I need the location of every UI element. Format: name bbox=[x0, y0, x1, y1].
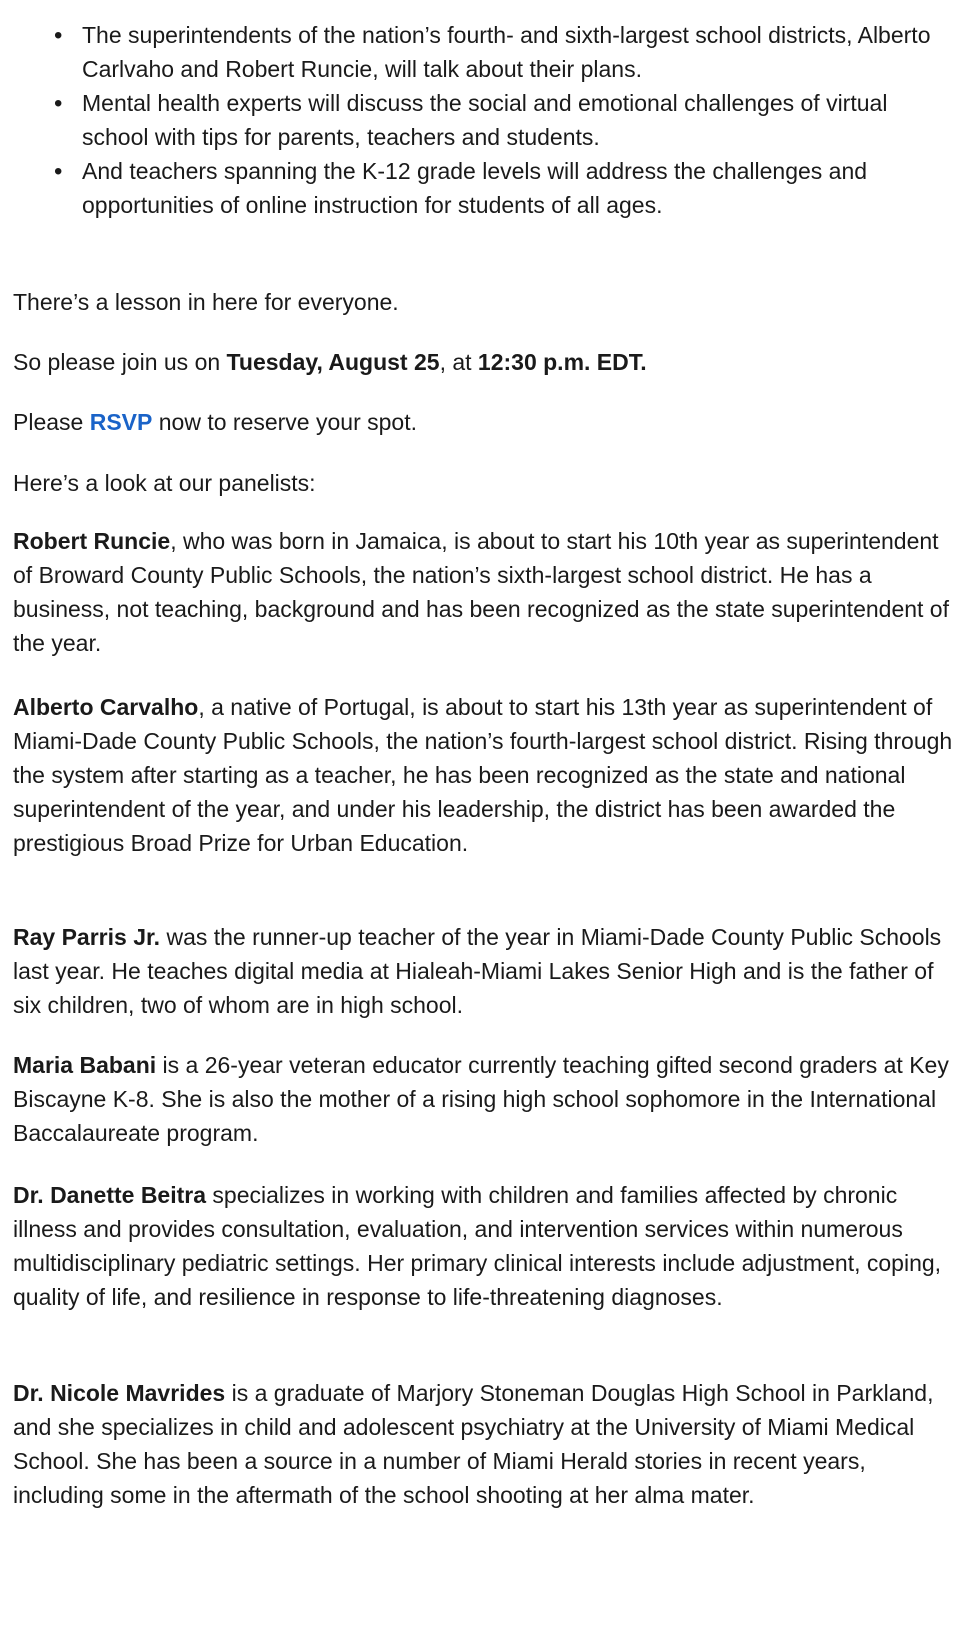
panelist-bio bbox=[13, 524, 953, 660]
list-item bbox=[52, 86, 952, 154]
rsvp-suffix: now to reserve your spot. bbox=[152, 409, 417, 435]
panelist-name: Alberto Carvalho bbox=[13, 694, 199, 720]
panelist-bio bbox=[13, 1048, 953, 1150]
rsvp-prefix: Please bbox=[13, 409, 90, 435]
panelist-name: Dr. Danette Beitra bbox=[13, 1182, 207, 1208]
panelist-name: Maria Babani bbox=[13, 1052, 157, 1078]
lesson-line: There’s a lesson in here for everyone. bbox=[13, 289, 399, 315]
panelist-bio bbox=[13, 1178, 953, 1314]
panelist-description: , a native of Portugal, is about to start his 13th year as superintendent of Miami-Dade County Public Schools, the nation’s fourth-largest school district. Rising through the system after starting as a teacher, he has been recognized as the state and national superintendent of the year, and under his leadership, the district has been awarded the prestigious Broad Prize for Urban Education. bbox=[13, 694, 953, 856]
panelist-description: is a 26-year veteran educator currently teaching gifted second graders at Key Biscayne K-8. She is also the mother of a rising high school sophomore in the International Baccalaureate program. bbox=[13, 1052, 949, 1146]
panelist-bio bbox=[13, 1376, 953, 1512]
panelist-name: Robert Runcie bbox=[13, 528, 171, 554]
panelist-description: was the runner-up teacher of the year in Miami-Dade County Public Schools last year. He teaches digital media at Hialeah-Miami Lakes Senior High and is the father of six children, two of whom are in high school. bbox=[13, 924, 942, 1018]
join-line bbox=[13, 345, 953, 379]
bullet-icon bbox=[54, 86, 72, 121]
bullet-text: And teachers spanning the K-12 grade levels will address the challenges and opportunities of online instruction for students of all ages. bbox=[82, 158, 868, 218]
panelist-name: Dr. Nicole Mavrides bbox=[13, 1380, 226, 1406]
panelist-name: Ray Parris Jr. bbox=[13, 924, 161, 950]
panelist-bio bbox=[13, 690, 953, 860]
event-date: Tuesday, August 25 bbox=[226, 349, 440, 375]
panelist-description: is a graduate of Marjory Stoneman Douglas High School in Parkland, and she specializes in child and adolescent psychiatry at the University of Miami Medical School. She has been a source in a number of Miami Herald stories in recent years, including some in the aftermath of the school shooting at her alma mater. bbox=[13, 1380, 934, 1508]
panelists-intro: Here’s a look at our panelists: bbox=[13, 470, 316, 496]
panelist-description: specializes in working with children and families affected by chronic illness and provides consultation, evaluation, and intervention services within numerous multidisciplinary pediatric settings. Her primary clinical interests include adjustment, coping, quality of life, and resilience in response to life-threatening diagnoses. bbox=[13, 1182, 942, 1310]
bullet-icon bbox=[54, 18, 72, 53]
rsvp-line bbox=[13, 405, 953, 439]
bullet-text: The superintendents of the nation’s fourth- and sixth-largest school districts, Alberto Carlvaho and Robert Runcie, will talk about their plans. bbox=[82, 22, 931, 82]
bullet-text: Mental health experts will discuss the social and emotional challenges of virtual school with tips for parents, teachers and students. bbox=[82, 90, 888, 150]
panelist-description: , who was born in Jamaica, is about to start his 10th year as superintendent of Broward County Public Schools, the nation’s sixth-largest school district. He has a business, not teaching, background and has been recognized as the state superintendent of the year. bbox=[13, 528, 949, 656]
panelist-bio bbox=[13, 920, 953, 1022]
list-item bbox=[52, 18, 952, 86]
event-highlights-list bbox=[52, 18, 952, 222]
list-item bbox=[52, 154, 952, 222]
event-time: 12:30 p.m. EDT. bbox=[477, 349, 647, 375]
join-middle: , at bbox=[439, 349, 478, 375]
rsvp-link[interactable]: RSVP bbox=[89, 409, 153, 435]
bullet-icon bbox=[54, 154, 72, 189]
join-prefix: So please join us on bbox=[13, 349, 227, 375]
